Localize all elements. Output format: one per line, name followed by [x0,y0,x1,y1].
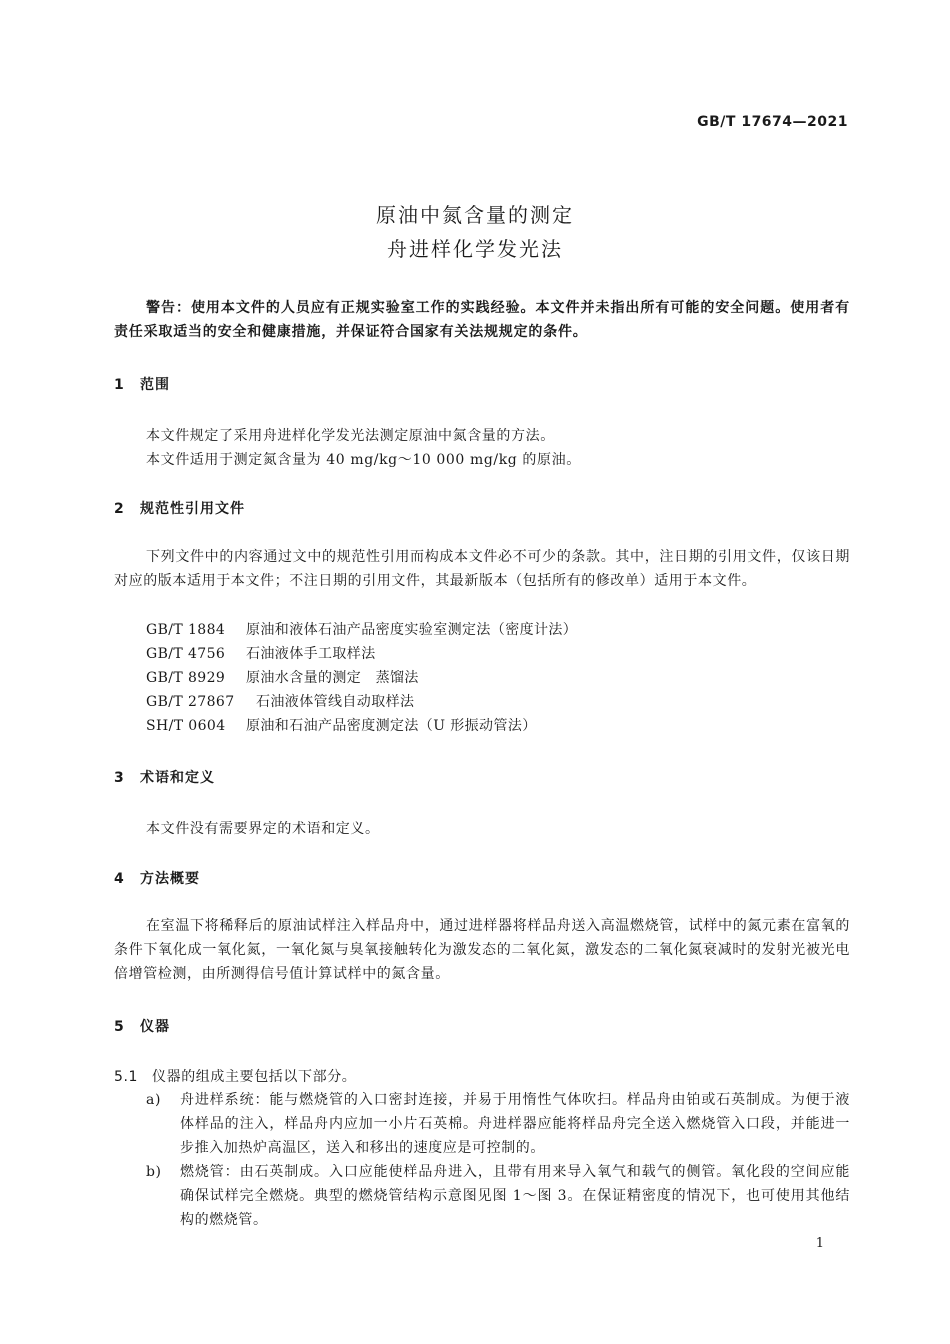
clause-number: 5.1 [114,1069,139,1085]
section-title: 方法概要 [140,871,200,887]
section-number: 5 [114,1019,125,1035]
list-item-text: 舟进样系统：能与燃烧管的入口密封连接，并易于用惰性气体吹扫。样品舟由铂或石英制成。为便于液体样品的注入，样品舟内应加一小片石英棉。舟进样器应能将样品舟完全送入燃烧管入口段，并能进一步推入加热炉高温区，送入和移出的速度应是可控制的。 [180,1092,850,1156]
section-title: 规范性引用文件 [140,501,245,517]
reference-item [146,715,537,735]
scope-paragraph-1: 本文件规定了采用舟进样化学发光法测定原油中氮含量的方法。 [146,428,555,444]
section-title: 术语和定义 [140,770,215,786]
reference-title: 石油液体管线自动取样法 [256,694,415,710]
reference-code: GB/T 27867 [146,694,235,710]
method-summary-paragraph: 在室温下将稀释后的原油试样注入样品舟中，通过进样器将样品舟送入高温燃烧管，试样中的氮元素在富氧的条件下氧化成一氧化氮，一氧化氮与臭氧接触转化为激发态的二氧化氮，激发态的二氧化氮衰减时的发射光被光电倍增管检测，由所测得信号值计算试样中的氮含量。 [114,918,850,982]
section-4-heading [114,868,200,888]
reference-title: 原油水含量的测定 蒸馏法 [246,670,419,686]
terms-paragraph: 本文件没有需要界定的术语和定义。 [146,821,380,837]
reference-item [146,691,414,711]
document-title-line2: 舟进样化学发光法 [387,237,563,261]
scope-paragraph-2: 本文件适用于测定氮含量为 40 mg/kg～10 000 mg/kg 的原油。 [146,452,581,468]
list-item [146,1160,850,1232]
clause-5-1 [114,1066,356,1086]
clause-text: 仪器的组成主要包括以下部分。 [152,1069,357,1085]
reference-code: GB/T 4756 [146,646,226,662]
list-item-label: b) [146,1164,162,1180]
standard-code: GB/T 17674—2021 [697,114,848,130]
section-number: 1 [114,377,125,393]
document-title-line1: 原油中氮含量的测定 [376,203,574,227]
section-title: 范围 [140,377,170,393]
section-title: 仪器 [140,1019,170,1035]
section-number: 4 [114,871,125,887]
reference-item [146,619,577,639]
reference-code: SH/T 0604 [146,718,226,734]
reference-code: GB/T 8929 [146,670,226,686]
normative-references-paragraph: 下列文件中的内容通过文中的规范性引用而构成本文件必不可少的条款。其中，注日期的引用文件，仅该日期对应的版本适用于本文件；不注日期的引用文件，其最新版本（包括所有的修改单）适用于本文件。 [114,549,850,589]
warning-paragraph: 警告：使用本文件的人员应有正规实验室工作的实践经验。本文件并未指出所有可能的安全问题。使用者有责任采取适当的安全和健康措施，并保证符合国家有关法规规定的条件。 [114,300,850,340]
section-3-heading [114,767,215,787]
list-item [146,1088,850,1160]
section-number: 2 [114,501,125,517]
list-item-label: a) [146,1092,162,1108]
section-5-heading [114,1016,170,1036]
section-2-heading [114,498,245,518]
reference-item [146,643,376,663]
section-number: 3 [114,770,125,786]
reference-title: 原油和石油产品密度测定法（U 形振动管法） [246,718,537,734]
section-1-heading [114,374,170,394]
list-item-text: 燃烧管：由石英制成。入口应能使样品舟进入，且带有用来导入氧气和载气的侧管。氧化段的空间应能确保试样完全燃烧。典型的燃烧管结构示意图见图 1～图 3。在保证精密度的情况下，也可使用其他结构的燃烧管。 [180,1164,850,1228]
reference-title: 原油和液体石油产品密度实验室测定法（密度计法） [246,622,578,638]
reference-code: GB/T 1884 [146,622,226,638]
page-number: 1 [815,1236,824,1251]
reference-item [146,667,419,687]
reference-title: 石油液体手工取样法 [246,646,376,662]
